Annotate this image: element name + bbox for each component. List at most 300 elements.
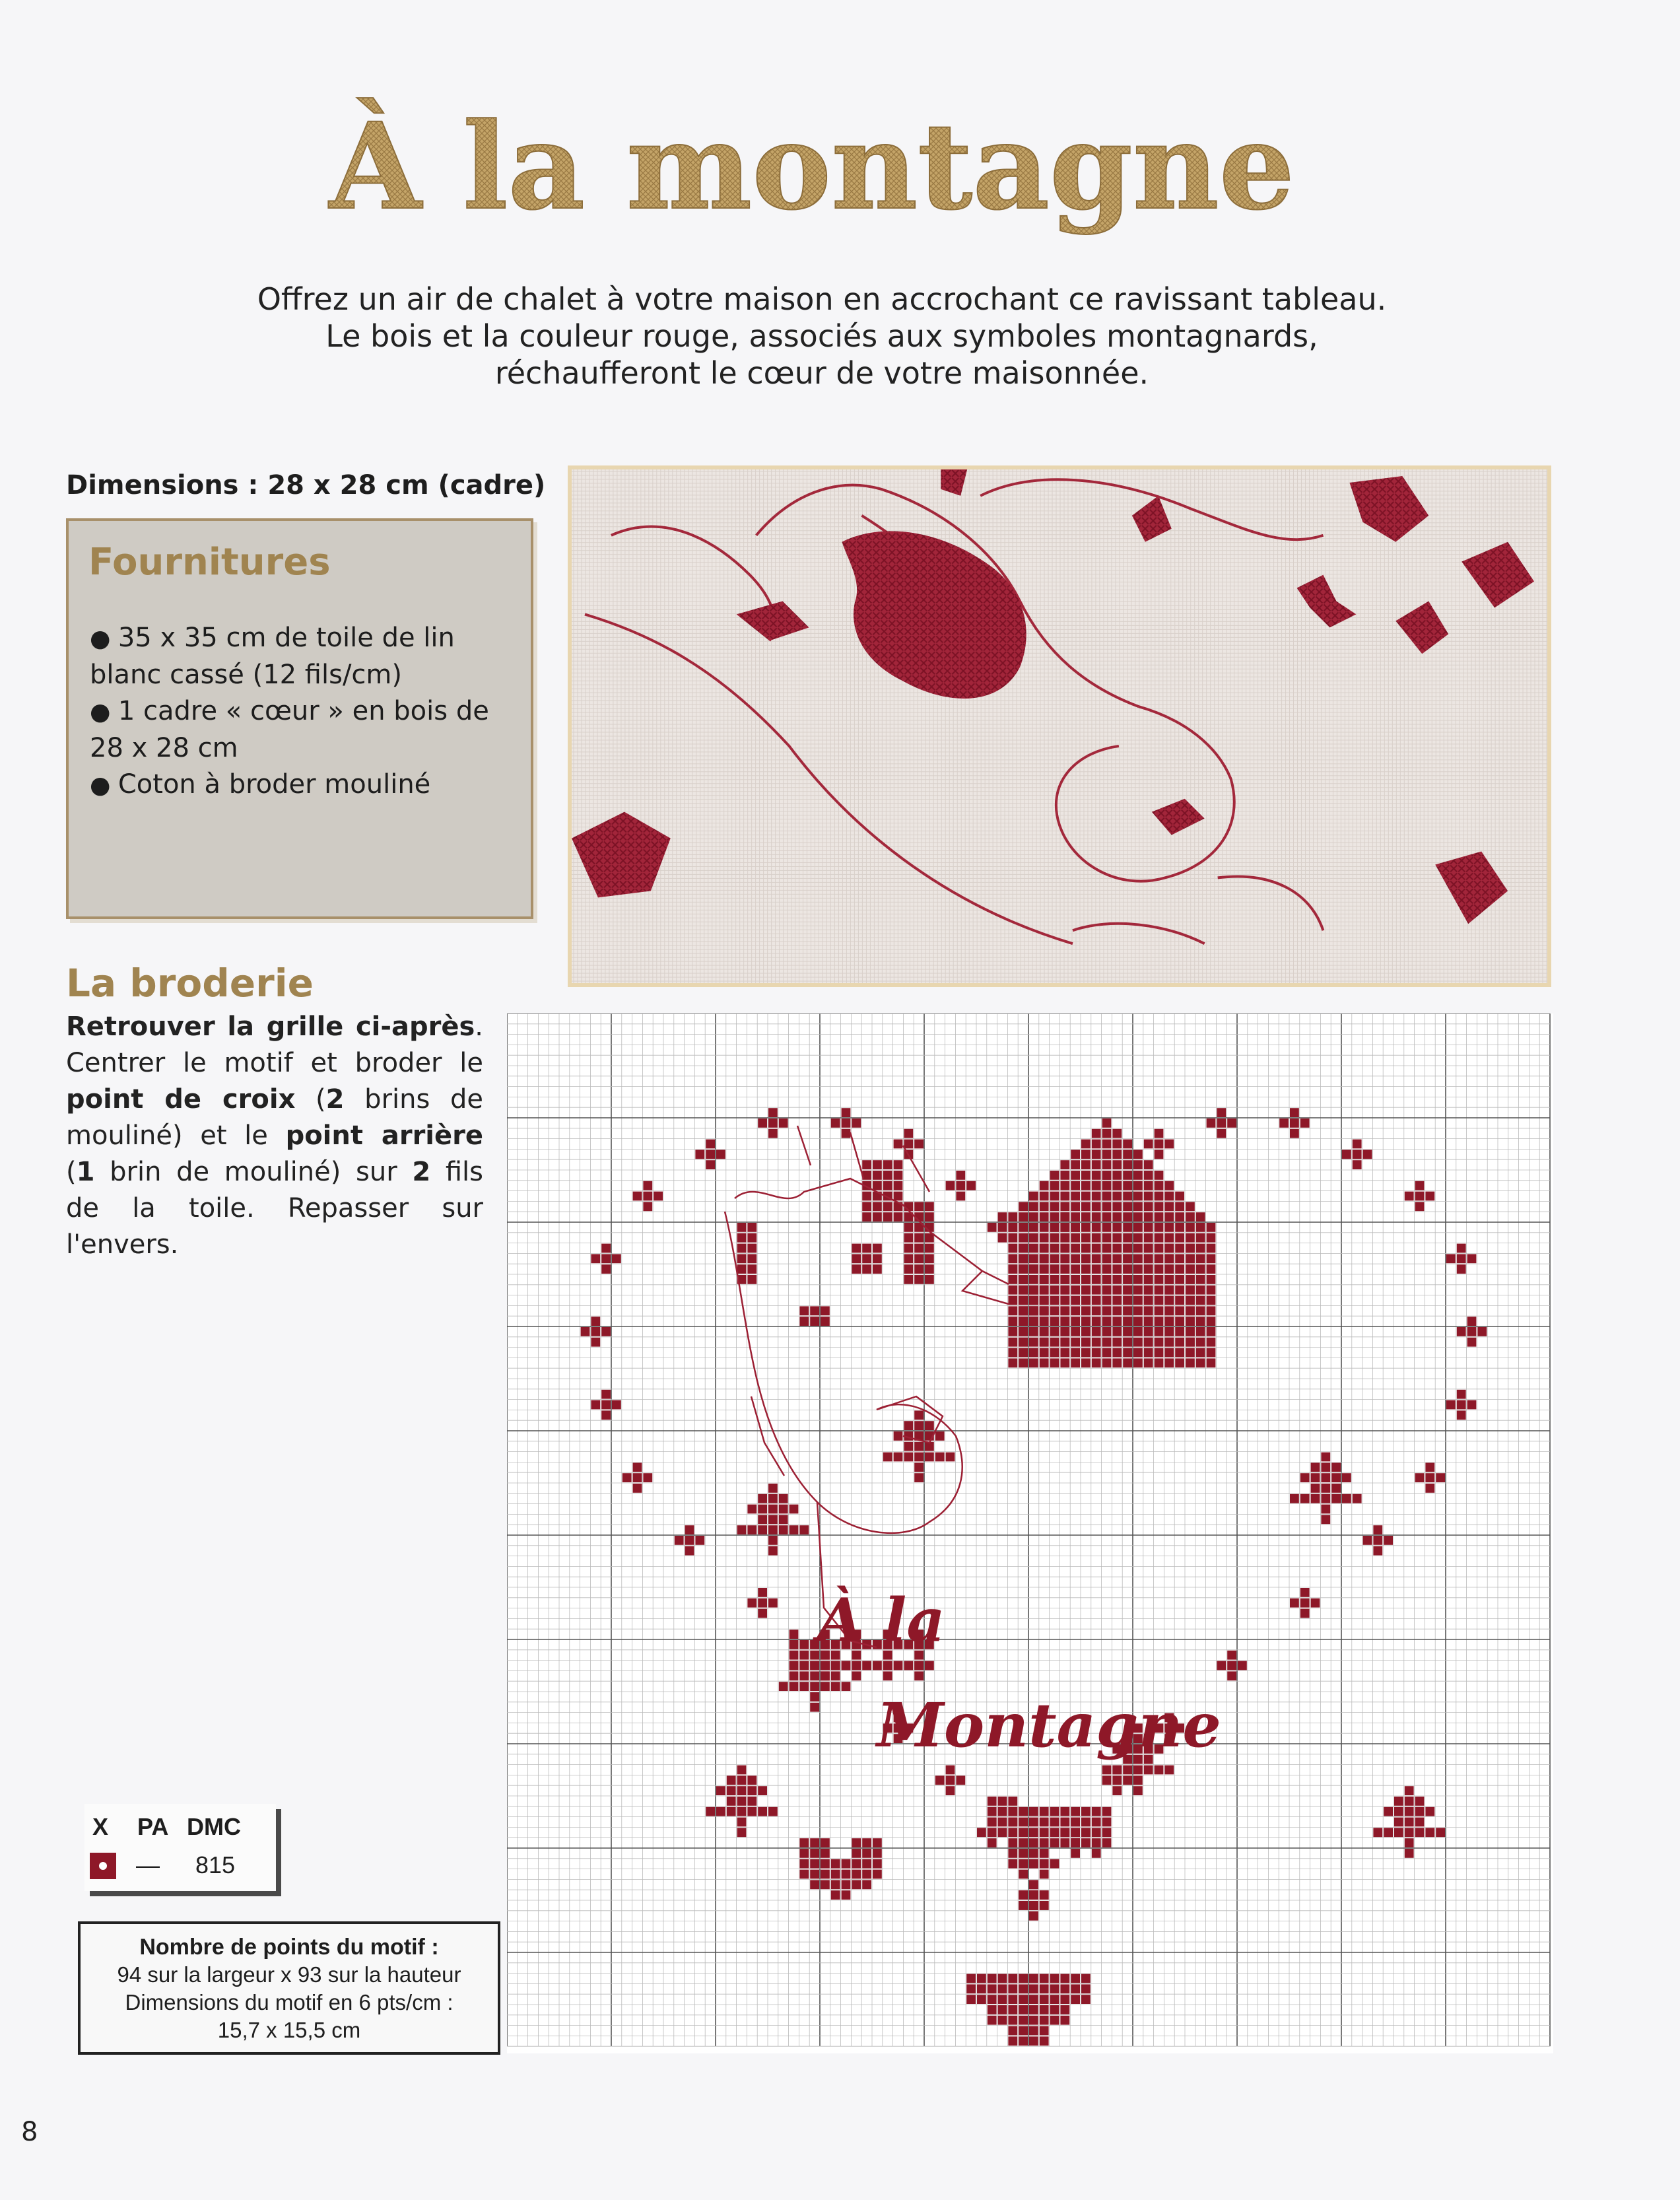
stitch [966,1974,976,1983]
stitch [862,1212,871,1221]
stitch [1207,1358,1216,1367]
stitch [1050,2005,1059,2014]
stitch [706,1807,715,1816]
stitch [1081,1306,1091,1315]
stitch [1029,1244,1038,1253]
stitch [1081,1358,1091,1367]
stitch [768,1129,778,1138]
stitch [1144,1181,1153,1190]
stitch [654,1192,663,1201]
stitch [883,1212,892,1221]
stitch [1164,1233,1174,1243]
stitch [591,1400,600,1410]
stitch [862,1661,871,1670]
stitch [1060,1995,1069,2004]
stitch [1196,1223,1205,1232]
stitch [1186,1244,1195,1253]
stitch [1029,2026,1038,2036]
stitch [842,1859,851,1869]
stitch [758,1118,767,1128]
stitch [1071,1244,1080,1253]
stitch [1040,1807,1049,1816]
stitch [1144,1140,1153,1149]
stitch [1029,1995,1038,2004]
stitch [1123,1286,1132,1295]
thread-legend [84,1804,276,1891]
stitch [1019,2005,1028,2014]
stitch [1008,2016,1017,2025]
stitch [1155,1129,1164,1138]
stitch [1102,1181,1112,1190]
stitch [1040,2026,1049,2036]
stitch [1290,1118,1299,1128]
stitch [768,1118,778,1128]
stitch [1144,1317,1153,1326]
instruction-text: . Centrer le motif et broder le [66,1012,483,1078]
stitch [799,1838,809,1847]
stitch [1008,2026,1017,2036]
page-title [257,73,1366,244]
stitch [1175,1275,1184,1284]
stitch [1071,1150,1080,1159]
stitch [790,1630,799,1639]
stitch [1029,1890,1038,1900]
stitch [914,1473,924,1482]
stitch [1112,1150,1122,1159]
stitch [1175,1233,1184,1243]
stitch [935,1431,945,1441]
stitch [1102,1317,1112,1326]
stitch [1123,1327,1132,1336]
stitch [1008,1828,1017,1837]
stitch [1081,1807,1091,1816]
stitch [1008,1275,1017,1284]
stitch [1164,1264,1174,1274]
stitch [716,1786,725,1795]
stitch [779,1682,788,1691]
stitch [1353,1160,1362,1169]
stitch-count-line: 94 sur la largeur x 93 sur la hauteur [117,1962,461,1987]
stitch [1186,1223,1195,1232]
stitch [1071,1327,1080,1336]
stitch [821,1682,830,1691]
stitch [1155,1264,1164,1274]
stitch [1144,1254,1153,1263]
stitch [1040,1901,1049,1910]
stitch [1123,1150,1132,1159]
stitch [1207,1264,1216,1274]
stitch [1112,1327,1122,1336]
stitch [1050,1974,1059,1983]
legend-pa-symbol: — [136,1851,160,1878]
stitch [1029,1286,1038,1295]
stitch [727,1775,736,1785]
stitch [1321,1515,1330,1524]
stitch [612,1400,621,1410]
stitch [1019,1317,1028,1326]
stitch [1321,1453,1330,1462]
stitch [1060,1306,1069,1315]
stitch [1040,1870,1049,1879]
stitch [1196,1244,1205,1253]
stitch [1102,1254,1112,1263]
stitch [1071,1306,1080,1315]
stitch [1415,1202,1425,1211]
stitch [1175,1254,1184,1263]
stitch [1040,1859,1049,1869]
stitch [1373,1546,1382,1556]
stitch [1081,1160,1091,1169]
stitch [873,1181,882,1190]
stitch [1123,1766,1132,1775]
stitch [1321,1484,1330,1493]
stitch [1060,1807,1069,1816]
stitch [1050,1264,1059,1274]
stitch [1290,1129,1299,1138]
stitch [1102,1160,1112,1169]
stitch [988,1818,997,1827]
stitch [1071,1192,1080,1201]
stitch [758,1515,767,1524]
stitch [1019,1890,1028,1900]
stitch [904,1442,913,1451]
stitch [1102,1306,1112,1315]
stitch [914,1264,924,1274]
stitch [873,1171,882,1180]
stitch [1029,1807,1038,1816]
stitch [1019,1984,1028,1993]
stitch [883,1202,892,1211]
stitch [988,1984,997,1993]
stitch [1081,1254,1091,1263]
stitch [706,1140,715,1149]
intro-line: réchaufferont le cœur de votre maisonnée. [494,355,1149,391]
stitch [1040,1348,1049,1358]
stitch [925,1202,934,1211]
stitch [1060,1838,1069,1847]
chart-text-line1: À la [817,1585,945,1655]
stitch [1060,1818,1069,1827]
stitch [873,1838,882,1847]
stitch [810,1703,819,1712]
stitch [768,1505,778,1514]
stitch [799,1317,809,1326]
stitch [1300,1118,1310,1128]
stitch [998,1995,1007,2004]
stitch [1394,1828,1403,1837]
stitch [810,1306,819,1315]
stitch [1019,2026,1028,2036]
stitch [1081,1818,1091,1827]
stitch [1363,1536,1372,1545]
stitch [1008,1358,1017,1367]
stitch [862,1264,871,1274]
stitch [1081,1140,1091,1149]
stitch [873,1202,882,1211]
stitch [799,1640,809,1649]
stitch [1144,1202,1153,1211]
stitch [873,1264,882,1274]
stitch [988,2005,997,2014]
stitch [998,1212,1007,1221]
stitch [1112,1317,1122,1326]
stitch [966,1984,976,1993]
stitch [1019,1233,1028,1243]
stitch [1155,1171,1164,1180]
stitch [1133,1358,1143,1367]
stitch [1405,1828,1414,1837]
stitch [1050,1818,1059,1827]
stitch [1123,1296,1132,1305]
stitch [790,1682,799,1691]
stitch [904,1264,913,1274]
stitch [1050,1192,1059,1201]
stitch [1081,1264,1091,1274]
stitch [1092,1244,1101,1253]
stitch [1112,1212,1122,1221]
stitch [1425,1192,1434,1201]
stitch [1029,1317,1038,1326]
stitch [1050,1244,1059,1253]
instruction-strong: Retrouver la grille ci-après [66,1012,475,1042]
stitch-count-box [78,1921,500,2055]
stitch [1019,1244,1028,1253]
stitch [1477,1327,1487,1336]
stitch [591,1327,600,1336]
stitch [737,1244,747,1253]
stitch [873,1859,882,1869]
stitch [1071,1984,1080,1993]
embroidery-heading: La broderie [66,961,314,1006]
stitch [737,1807,747,1816]
stitch [1040,1202,1049,1211]
stitch [768,1525,778,1534]
stitch [747,1505,756,1514]
stitch [1164,1223,1174,1232]
stitch [1081,1296,1091,1305]
stitch [1175,1192,1184,1201]
stitch [1050,1171,1059,1180]
stitch [914,1202,924,1211]
stitch [852,1849,861,1858]
stitch [1457,1400,1466,1410]
stitch [1040,1244,1049,1253]
stitch [1071,1828,1080,1837]
stitch [1144,1244,1153,1253]
stitch [1092,1202,1101,1211]
stitch [1196,1327,1205,1336]
stitch [1196,1286,1205,1295]
stitch [1133,1286,1143,1295]
supplies-item: ● Coton à broder mouliné [90,767,525,804]
stitch [1092,1358,1101,1367]
stitch [925,1212,934,1221]
stitch [1102,1775,1112,1785]
stitch [1373,1525,1382,1534]
stitch [737,1254,747,1263]
stitch [1164,1244,1174,1253]
stitch [1071,1254,1080,1263]
stitch [883,1181,892,1190]
stitch [1019,1202,1028,1211]
stitch [1112,1348,1122,1358]
stitch [1144,1275,1153,1284]
stitch [1207,1118,1216,1128]
stitch [1290,1598,1299,1608]
stitch [737,1766,747,1775]
stitch-count-line: Dimensions du motif en 6 pts/cm : [125,1990,454,2014]
stitch [1353,1494,1362,1503]
stitch [821,1671,830,1680]
stitch [1123,1160,1132,1169]
stitch [1092,1338,1101,1347]
stitch [852,1264,861,1274]
stitch [914,1140,924,1149]
stitch [1342,1473,1351,1482]
stitch [946,1453,955,1462]
stitch [1186,1306,1195,1315]
stitch [1144,1171,1153,1180]
stitch [1467,1254,1477,1263]
stitch [1425,1473,1434,1482]
stitch [1164,1192,1174,1201]
stitch [1029,1984,1038,1993]
embroidery-photo [568,465,1551,987]
stitch [1133,1150,1143,1159]
stitch [1102,1807,1112,1816]
stitch [966,1181,976,1190]
stitch [1133,1766,1143,1775]
stitch [1123,1212,1132,1221]
stitch [1425,1828,1434,1837]
stitch [1207,1317,1216,1326]
stitch [1331,1494,1341,1503]
stitch [1102,1286,1112,1295]
stitch [747,1797,756,1806]
stitch [737,1828,747,1837]
stitch [914,1671,924,1680]
stitch [1123,1171,1132,1180]
stitch [977,1974,986,1983]
stitch [768,1546,778,1556]
stitch [1164,1181,1174,1190]
stitch [1175,1358,1184,1367]
stitch [821,1306,830,1315]
stitch [790,1525,799,1534]
stitch [1133,1275,1143,1284]
stitch [1133,1254,1143,1263]
stitch [852,1254,861,1263]
stitch [633,1462,642,1472]
stitch [1144,1766,1153,1775]
stitch [894,1453,903,1462]
stitch [1040,1890,1049,1900]
stitch [842,1870,851,1879]
stitch [1029,1212,1038,1221]
stitch [1040,1828,1049,1837]
stitch [946,1181,955,1190]
stitch [1019,1859,1028,1869]
stitch [1040,1286,1049,1295]
stitch [1155,1286,1164,1295]
stitch [1050,1202,1059,1211]
stitch [1196,1317,1205,1326]
stitch [1175,1286,1184,1295]
stitch [1175,1317,1184,1326]
stitch [1029,1223,1038,1232]
stitch [1102,1129,1112,1138]
stitch [1092,1849,1101,1858]
stitch [1019,1254,1028,1263]
legend-col-dmc: DMC [187,1813,241,1840]
stitch [779,1118,788,1128]
stitch [1050,1984,1059,1993]
stitch [1112,1264,1122,1274]
stitch [1060,1974,1069,1983]
stitch [883,1453,892,1462]
stitch [977,1995,986,2004]
stitch [1040,1233,1049,1243]
stitch [1060,1254,1069,1263]
stitch [1040,1849,1049,1858]
stitch [747,1786,756,1795]
stitch [1425,1484,1434,1493]
stitch [1155,1223,1164,1232]
stitch [862,1254,871,1263]
stitch [1040,1327,1049,1336]
stitch [894,1140,903,1149]
stitch [591,1338,600,1347]
stitch [1081,1223,1091,1232]
stitch [1081,1995,1091,2004]
stitch [988,2016,997,2025]
stitch [1155,1150,1164,1159]
stitch [1040,1181,1049,1190]
stitch [768,1807,778,1816]
supplies-item: ● 1 cadre « cœur » en bois de 28 x 28 cm [90,693,525,767]
stitch [1008,1859,1017,1869]
stitch [1092,1317,1101,1326]
stitch [1029,1838,1038,1847]
stitch [956,1192,965,1201]
stitch [1019,1901,1028,1910]
stitch [716,1150,725,1159]
stitch [998,1818,1007,1827]
stitch [1071,1358,1080,1367]
stitch [883,1171,892,1180]
stitch [821,1317,830,1326]
stitch [1071,1974,1080,1983]
stitch [747,1775,756,1785]
stitch [1060,2016,1069,2025]
stitch [1050,1859,1059,1869]
stitch [1092,1327,1101,1336]
stitch [1040,1338,1049,1347]
stitch [914,1453,924,1462]
stitch [988,1807,997,1816]
stitch [1207,1223,1216,1232]
stitch [1164,1348,1174,1358]
stitch [601,1410,611,1420]
stitch [790,1640,799,1649]
stitch-count-line: 15,7 x 15,5 cm [217,2018,361,2042]
stitch [1040,2005,1049,2014]
stitch [727,1786,736,1795]
stitch [1112,1286,1122,1295]
stitch [904,1421,913,1430]
stitch [1060,1233,1069,1243]
stitch [1092,1286,1101,1295]
